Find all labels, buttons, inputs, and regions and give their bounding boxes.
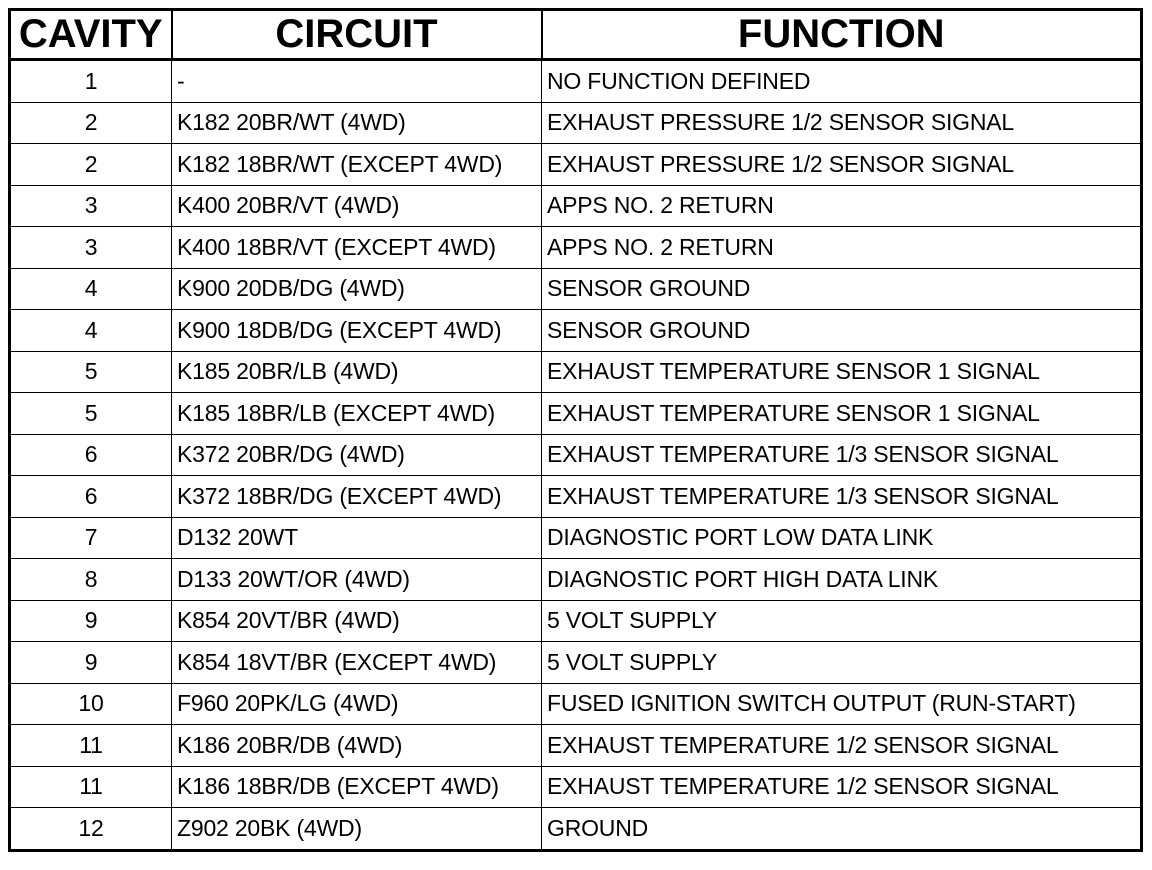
cell-function: EXHAUST TEMPERATURE 1/2 SENSOR SIGNAL bbox=[542, 766, 1142, 808]
table-row bbox=[10, 476, 1142, 518]
table-row bbox=[10, 517, 1142, 559]
cell-function: SENSOR GROUND bbox=[542, 268, 1142, 310]
table-row bbox=[10, 310, 1142, 352]
cell-function: SENSOR GROUND bbox=[542, 310, 1142, 352]
cell-function: EXHAUST TEMPERATURE SENSOR 1 SIGNAL bbox=[542, 351, 1142, 393]
cell-cavity: 11 bbox=[10, 766, 172, 808]
cell-cavity: 2 bbox=[10, 102, 172, 144]
cell-cavity: 6 bbox=[10, 434, 172, 476]
cell-function: EXHAUST PRESSURE 1/2 SENSOR SIGNAL bbox=[542, 102, 1142, 144]
cell-cavity: 7 bbox=[10, 517, 172, 559]
cell-cavity: 6 bbox=[10, 476, 172, 518]
cell-circuit: Z902 20BK (4WD) bbox=[172, 808, 542, 851]
cell-circuit: K186 18BR/DB (EXCEPT 4WD) bbox=[172, 766, 542, 808]
table-row bbox=[10, 766, 1142, 808]
table-row bbox=[10, 600, 1142, 642]
table-row bbox=[10, 434, 1142, 476]
table-row bbox=[10, 559, 1142, 601]
cell-function: DIAGNOSTIC PORT LOW DATA LINK bbox=[542, 517, 1142, 559]
table-header bbox=[10, 10, 1142, 60]
cell-cavity: 5 bbox=[10, 393, 172, 435]
cell-function: EXHAUST TEMPERATURE SENSOR 1 SIGNAL bbox=[542, 393, 1142, 435]
cell-function: DIAGNOSTIC PORT HIGH DATA LINK bbox=[542, 559, 1142, 601]
cell-function: 5 VOLT SUPPLY bbox=[542, 600, 1142, 642]
cell-cavity: 9 bbox=[10, 600, 172, 642]
cell-circuit: F960 20PK/LG (4WD) bbox=[172, 683, 542, 725]
table-row bbox=[10, 683, 1142, 725]
table-row bbox=[10, 808, 1142, 851]
cell-cavity: 5 bbox=[10, 351, 172, 393]
header-row bbox=[10, 10, 1142, 60]
cell-circuit: K372 18BR/DG (EXCEPT 4WD) bbox=[172, 476, 542, 518]
cell-circuit: D133 20WT/OR (4WD) bbox=[172, 559, 542, 601]
table-row bbox=[10, 725, 1142, 767]
cell-function: EXHAUST TEMPERATURE 1/2 SENSOR SIGNAL bbox=[542, 725, 1142, 767]
cell-function: GROUND bbox=[542, 808, 1142, 851]
cell-circuit: K900 20DB/DG (4WD) bbox=[172, 268, 542, 310]
cell-circuit: K182 20BR/WT (4WD) bbox=[172, 102, 542, 144]
connector-pinout-table-container bbox=[8, 8, 1143, 852]
cell-function: EXHAUST TEMPERATURE 1/3 SENSOR SIGNAL bbox=[542, 434, 1142, 476]
table-row bbox=[10, 60, 1142, 103]
cell-circuit: K400 18BR/VT (EXCEPT 4WD) bbox=[172, 227, 542, 269]
cell-circuit: K372 20BR/DG (4WD) bbox=[172, 434, 542, 476]
cell-circuit: K186 20BR/DB (4WD) bbox=[172, 725, 542, 767]
table-row bbox=[10, 393, 1142, 435]
cell-cavity: 8 bbox=[10, 559, 172, 601]
cell-circuit: K182 18BR/WT (EXCEPT 4WD) bbox=[172, 144, 542, 186]
cell-cavity: 3 bbox=[10, 227, 172, 269]
table-row bbox=[10, 642, 1142, 684]
cell-circuit: K185 18BR/LB (EXCEPT 4WD) bbox=[172, 393, 542, 435]
cell-cavity: 1 bbox=[10, 60, 172, 103]
cell-function: APPS NO. 2 RETURN bbox=[542, 185, 1142, 227]
cell-function: 5 VOLT SUPPLY bbox=[542, 642, 1142, 684]
cell-circuit: K854 18VT/BR (EXCEPT 4WD) bbox=[172, 642, 542, 684]
table-body bbox=[10, 60, 1142, 851]
column-header-circuit: CIRCUIT bbox=[172, 10, 542, 60]
cell-circuit: K900 18DB/DG (EXCEPT 4WD) bbox=[172, 310, 542, 352]
cell-cavity: 11 bbox=[10, 725, 172, 767]
cell-circuit: K185 20BR/LB (4WD) bbox=[172, 351, 542, 393]
column-header-cavity: CAVITY bbox=[10, 10, 172, 60]
cell-cavity: 2 bbox=[10, 144, 172, 186]
cell-cavity: 4 bbox=[10, 268, 172, 310]
cell-cavity: 9 bbox=[10, 642, 172, 684]
table-row bbox=[10, 185, 1142, 227]
table-row bbox=[10, 144, 1142, 186]
cell-circuit: D132 20WT bbox=[172, 517, 542, 559]
connector-pinout-table bbox=[8, 8, 1143, 852]
cell-function: FUSED IGNITION SWITCH OUTPUT (RUN-START) bbox=[542, 683, 1142, 725]
column-header-function: FUNCTION bbox=[542, 10, 1142, 60]
cell-cavity: 10 bbox=[10, 683, 172, 725]
cell-cavity: 3 bbox=[10, 185, 172, 227]
cell-function: APPS NO. 2 RETURN bbox=[542, 227, 1142, 269]
cell-circuit: - bbox=[172, 60, 542, 103]
cell-cavity: 4 bbox=[10, 310, 172, 352]
table-row bbox=[10, 268, 1142, 310]
table-row bbox=[10, 351, 1142, 393]
cell-circuit: K854 20VT/BR (4WD) bbox=[172, 600, 542, 642]
cell-function: NO FUNCTION DEFINED bbox=[542, 60, 1142, 103]
cell-function: EXHAUST PRESSURE 1/2 SENSOR SIGNAL bbox=[542, 144, 1142, 186]
cell-function: EXHAUST TEMPERATURE 1/3 SENSOR SIGNAL bbox=[542, 476, 1142, 518]
cell-cavity: 12 bbox=[10, 808, 172, 851]
cell-circuit: K400 20BR/VT (4WD) bbox=[172, 185, 542, 227]
table-row bbox=[10, 227, 1142, 269]
table-row bbox=[10, 102, 1142, 144]
